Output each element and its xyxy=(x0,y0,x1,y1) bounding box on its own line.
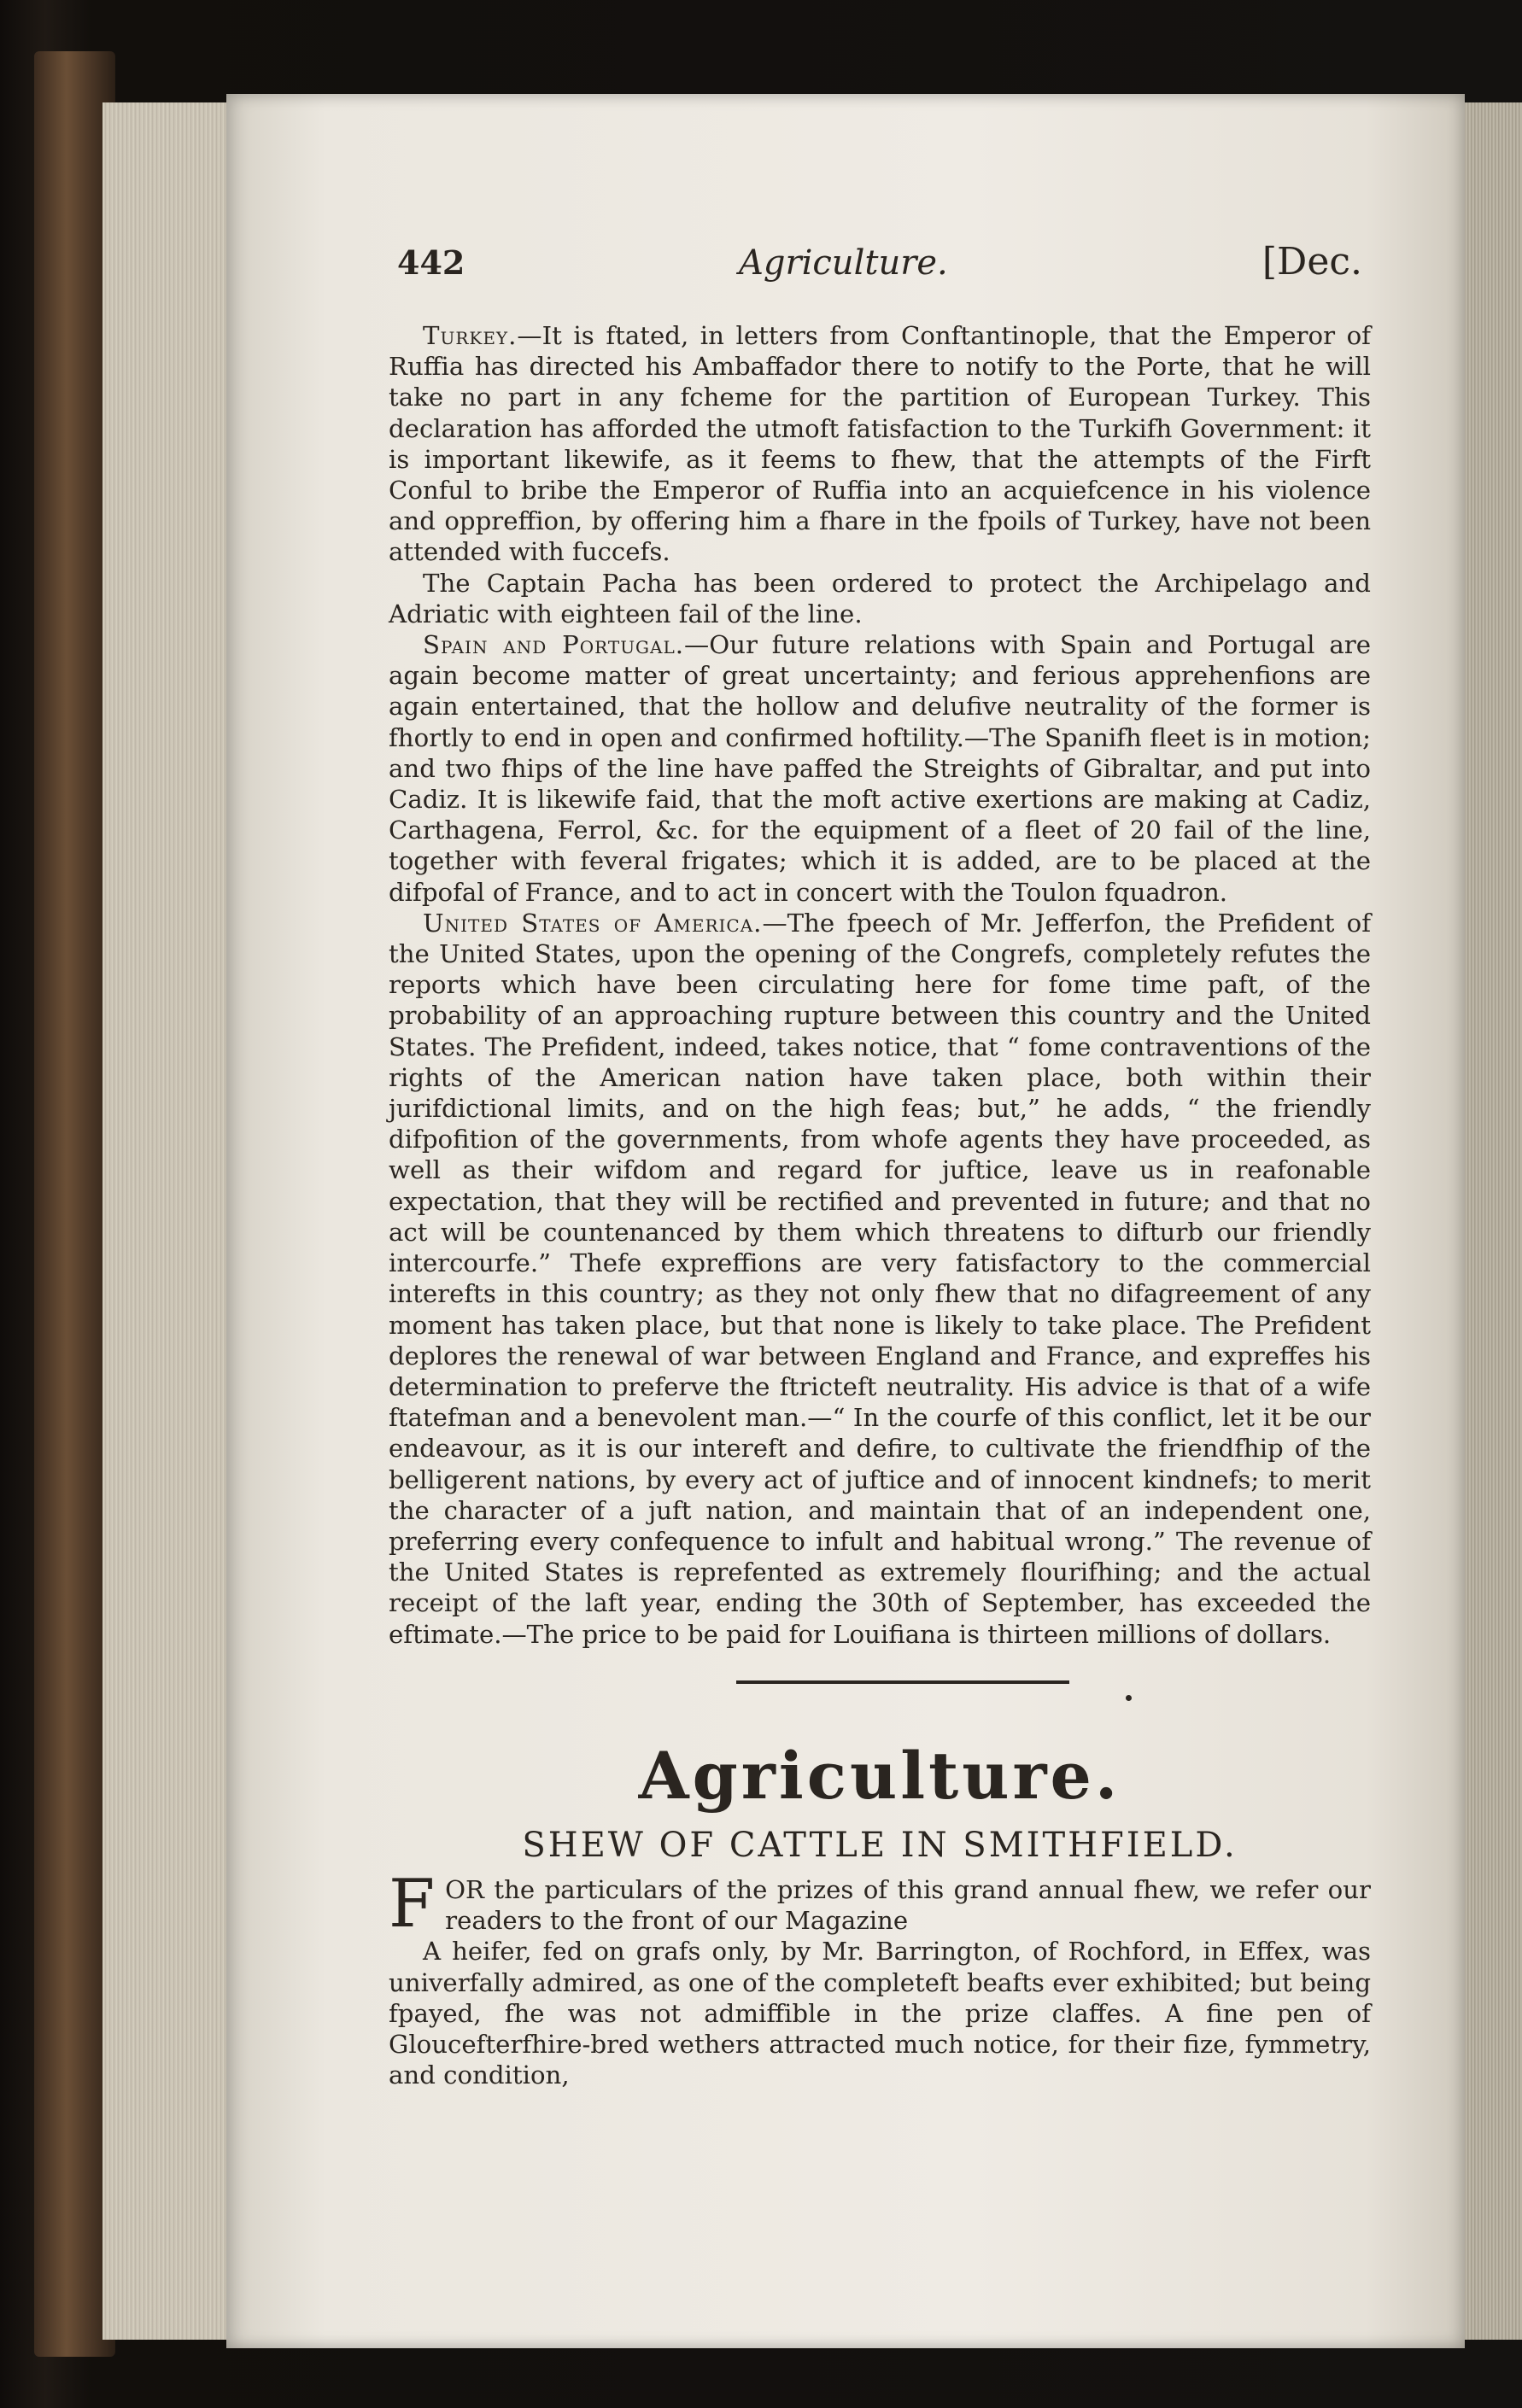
page-edges-right xyxy=(1465,102,1522,2340)
lead-spain-portugal: Spain and Portugal. xyxy=(423,630,685,660)
page-edges-left xyxy=(102,102,231,2340)
section-title: Agriculture. xyxy=(638,1738,1121,1814)
paragraph-spain-portugal xyxy=(389,629,1371,908)
text-united-states: —The fpeech of Mr. Jefferfon, the Prefident of the United States, upon the opening of the Congrefs, completely refutes the reports which have been circulating here for fome time paft, of the probability of an approaching rupture between this country and the United States. The Prefident, indeed, takes notice, that “ fome contraventions of the rights of the American nation have taken place, both within their jurifdictional limits, and on the high feas; but,” he adds, “ the friendly difpofition of the governments, from whofe agents they have proceeded, as well as their wifdom and regard for juftice, leave us in reafonable expectation, that they will be rectified and prevented in future; and that no act will be countenanced by them which threatens to difturb our friendly intercourfe.” Thefe expreffions are very fatisfactory to the commercial interefts in this country; as they not only fhew that no difagreement of any moment has taken place, but that none is likely to take place. The Prefident deplores the renewal of war between England and France, and expreffes his determination to preferve the ftricteft neutrality. His advice is that of a wife ftatefman and a benevolent man.—“ In the courfe of this conflict, let it be our endeavour, as it is our intereft and defire, to cultivate the friendfhip of the belligerent nations, by every act of juftice and of innocent kindnefs; to merit the character of a juft nation, and maintain that of an independent one, preferring every confequence to infult and habitual wrong.” The revenue of the United States is reprefented as extremely flourifhing; and the actual receipt of the laft year, ending the 30th of September, has exceeded the eftimate.—The price to be paid for Louifiana is thirteen millions of dollars. xyxy=(389,908,1372,1649)
text-spain-portugal: —Our future relations with Spain and Portugal are again become matter of great uncertainty; and ferious apprehenfions are again entertained, that the hollow and delufive neutrality of the former is fhortly to end in open and confirmed hoftility.—The Spanifh fleet is in motion; and two fhips of the line have paffed the Streights of Gibraltar, and put into Cadiz. It is likewife faid, that the moft active exertions are making at Cadiz, Carthagena, Ferrol, &c. for the equipment of a fleet of 20 fail of the line, together with feveral frigates; which it is added, are to be placed at the difpofal of France, and to act in concert with the Toulon fquadron. xyxy=(389,630,1371,907)
section-subtitle: SHEW OF CATTLE IN SMITHFIELD. xyxy=(522,1826,1238,1865)
paragraph-pacha xyxy=(389,568,1371,629)
text-turkey: —It is ftated, in letters from Conftantinople, that the Emperor of Ruffia has directed his Ambaffador there to notify to the Porte, that he will take no part in any fcheme for the partition of European Turkey. This declaration has afforded the utmoft fatisfaction to the Turkifh Government: it is important likewife, as it feems to fhew, that the attempts of the Firft Conful to bribe the Emperor of Ruffia into an acquiefcence in his violence and oppreffion, by offering him a fhare in the fpoils of Turkey, have not been attended with fuccefs. xyxy=(389,321,1371,567)
lead-turkey: Turkey. xyxy=(423,321,518,350)
page-number: 442 xyxy=(397,243,465,282)
news-body xyxy=(389,320,1371,1650)
divider-dot xyxy=(1126,1695,1132,1701)
text-heifer: A heifer, fed on grafs only, by Mr. Barrington, of Rochford, in Effex, was univerfally admired, as one of the completeft beafts ever exhibited; but being fpayed, fhe was not admiffible in the prize claffes. A fine pen of Gloucefterfhire-bred wethers attracted much notice, for their fize, fymmetry, and condition, xyxy=(389,1937,1371,2090)
paragraph-united-states xyxy=(389,908,1371,1650)
page-header xyxy=(397,240,1362,295)
paragraph-turkey xyxy=(389,320,1371,568)
agriculture-body xyxy=(389,1866,1371,2090)
date-mark: [Dec. xyxy=(1262,240,1362,283)
section-divider xyxy=(736,1680,1069,1684)
text-intro: OR the particulars of the prizes of this grand annual fhew, we refer our readers to the front of our Magazine xyxy=(445,1875,1371,1936)
paragraph-heifer xyxy=(389,1936,1371,2090)
running-head: Agriculture. xyxy=(739,243,948,283)
text-pacha: The Captain Pacha has been ordered to protect the Archipelago and Adriatic with eighteen fail of the line. xyxy=(389,568,1371,628)
lead-united-states: United States of America. xyxy=(423,908,763,938)
paragraph-intro xyxy=(389,1866,1371,1943)
drop-cap: F xyxy=(389,1866,436,1943)
